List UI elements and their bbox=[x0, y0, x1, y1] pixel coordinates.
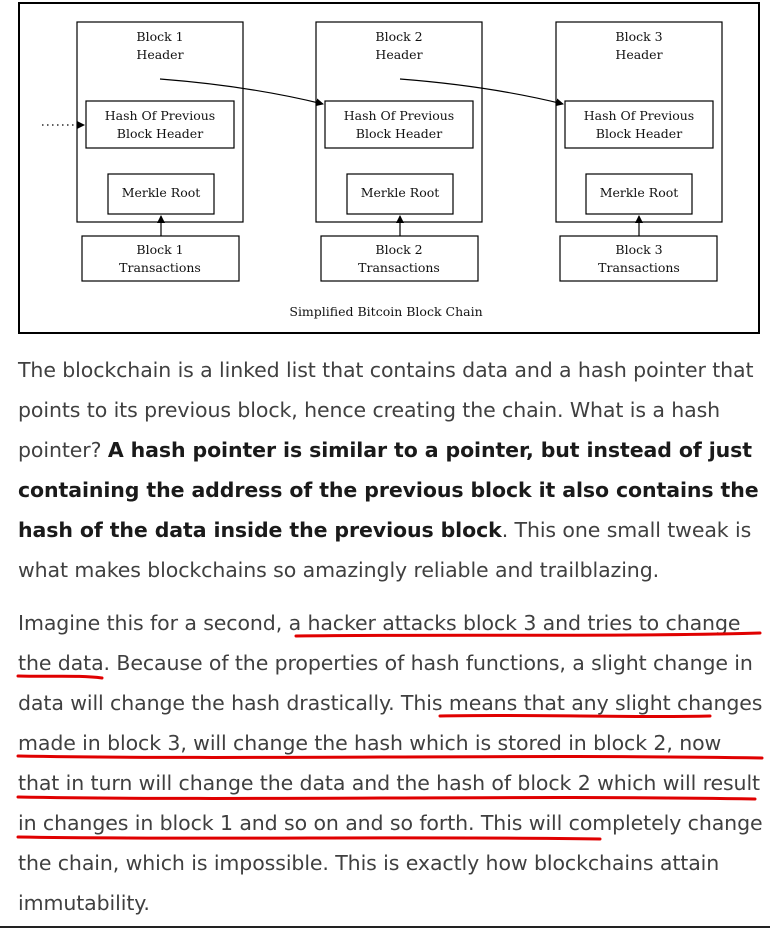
p2-text-a: Imagine this for a second, bbox=[18, 611, 289, 635]
block-1-merkle-label: Merkle Root bbox=[121, 185, 201, 200]
p2-underlined-attack: a hacker attacks block 3 and tries to change the data bbox=[18, 611, 741, 675]
block-1-hash-line1: Hash Of Previous bbox=[104, 108, 216, 123]
diagram-caption: Simplified Bitcoin Block Chain bbox=[289, 304, 483, 319]
block-3-merkle-label: Merkle Root bbox=[599, 185, 679, 200]
block-3-hash-line1: Hash Of Previous bbox=[583, 108, 695, 123]
block-2-transactions-line1: Block 2 bbox=[375, 242, 423, 257]
block-2-header-subtitle: Header bbox=[375, 47, 423, 62]
paragraph-immutability bbox=[18, 603, 766, 923]
block-2-hash-line2: Block Header bbox=[355, 126, 443, 141]
block-3-transactions-line1: Block 3 bbox=[615, 242, 663, 257]
block-2-header-title: Block 2 bbox=[375, 29, 423, 44]
block-1 bbox=[77, 22, 243, 281]
p1-text-a: The blockchain is a linked list that contains data and a hash pointer that points to its previous block, hence creating the chain. What is a hash pointer? bbox=[18, 358, 754, 462]
block-3-hash-line2: Block Header bbox=[595, 126, 683, 141]
p2-underlined-chain-effect: This means that any slight changes made in block 3, will change the hash which is stored in block 2, now that in turn will change the data and the hash of block 2 which will result in changes in block 1 and so on and so forth bbox=[18, 691, 763, 835]
p2-text-b: . Because of the properties of hash functions, a slight change in data will change the hash drastically. bbox=[18, 651, 753, 715]
p1-text-b: . This one small tweak is what makes blockchains so amazingly reliable and trailblazing. bbox=[18, 518, 752, 582]
block-3-transactions-line2: Transactions bbox=[598, 260, 680, 275]
block-2-merkle-label: Merkle Root bbox=[360, 185, 440, 200]
p2-text-c: . This will completely change the chain, which is impossible. This is exactly how blockchains attain immutability. bbox=[18, 811, 763, 915]
block-3-header-subtitle: Header bbox=[615, 47, 663, 62]
block-2-transactions-line2: Transactions bbox=[358, 260, 440, 275]
block-1-transactions-line1: Block 1 bbox=[136, 242, 184, 257]
block-1-header-subtitle: Header bbox=[136, 47, 184, 62]
p1-bold-definition: A hash pointer is similar to a pointer, but instead of just containing the address of the previous block it also contains the hash of the data inside the previous block bbox=[18, 438, 759, 542]
block-2-hash-line1: Hash Of Previous bbox=[343, 108, 455, 123]
block-1-header-title: Block 1 bbox=[136, 29, 184, 44]
blockchain-diagram bbox=[18, 2, 760, 334]
block-2 bbox=[316, 22, 482, 281]
block-3-header-title: Block 3 bbox=[615, 29, 663, 44]
diagram-svg bbox=[20, 4, 762, 336]
bottom-divider bbox=[0, 926, 770, 928]
block-1-hash-line2: Block Header bbox=[116, 126, 204, 141]
paragraph-hash-pointer bbox=[18, 350, 766, 590]
chain-arrow-1-to-2 bbox=[160, 79, 323, 104]
block-3 bbox=[556, 22, 722, 281]
block-1-transactions-line2: Transactions bbox=[119, 260, 201, 275]
